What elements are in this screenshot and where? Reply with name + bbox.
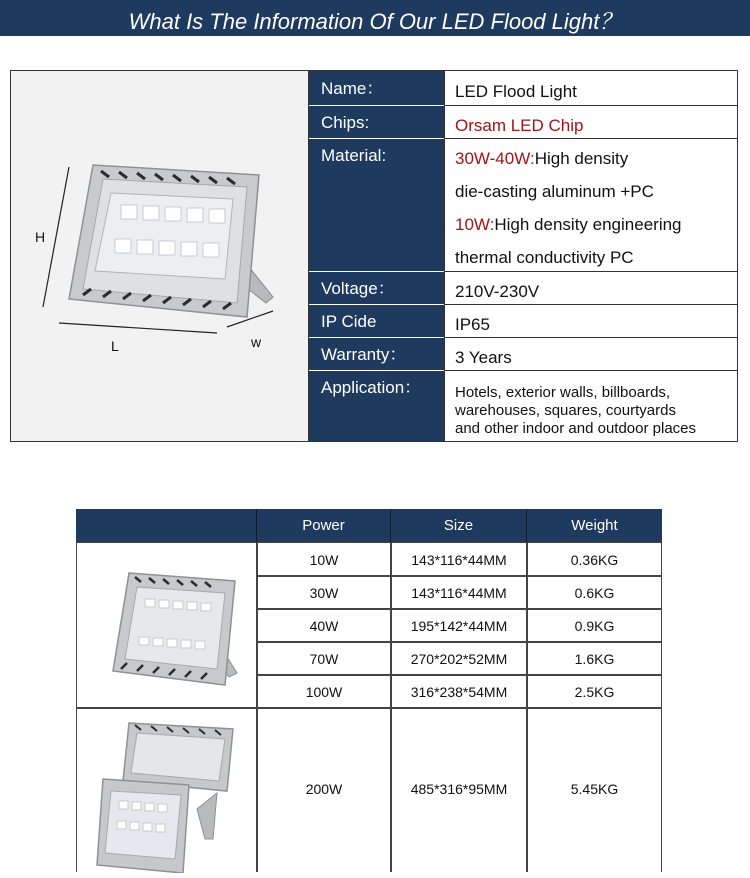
ip-rating-value: IP65 — [444, 305, 737, 338]
row-1-weight: 0.36KG — [527, 542, 662, 576]
material-30w-40w-desc: High density — [534, 149, 629, 168]
header-weight: Weight — [527, 509, 662, 542]
label-column — [309, 71, 444, 441]
material-value — [444, 139, 737, 272]
name-label: Name： — [309, 71, 444, 106]
material-line-2: die-casting aluminum +PC — [455, 182, 654, 201]
voltage-value: 210V-230V — [444, 272, 737, 305]
height-label: H — [35, 229, 46, 245]
application-line-1: Hotels, exterior walls, billboards, — [455, 384, 671, 401]
flood-light-dimension-drawing — [11, 71, 308, 441]
material-line-3 — [455, 208, 737, 241]
row-5-power: 100W — [257, 675, 391, 708]
product-dimension-photo — [11, 71, 309, 441]
row-1-size: 143*116*44MM — [391, 542, 527, 576]
double-flood-light-image — [77, 709, 256, 873]
application-value — [444, 371, 737, 441]
page-title: What Is The Information Of Our LED Flood Light？ — [128, 9, 622, 34]
row-6-weight: 5.45KG — [527, 708, 662, 872]
row-1-power: 10W — [257, 542, 391, 576]
application-line-2: warehouses, squares, courtyards — [455, 402, 676, 419]
row-5-size: 316*238*54MM — [391, 675, 527, 708]
header-size: Size — [391, 509, 527, 542]
material-line-1 — [455, 142, 737, 175]
chips-value: Orsam LED Chip — [444, 106, 737, 139]
flood-light-image — [77, 543, 256, 707]
value-column — [444, 71, 737, 441]
header-power: Power — [257, 509, 391, 542]
material-line-4: thermal conductivity PC — [455, 248, 634, 267]
warranty-value: 3 Years — [444, 338, 737, 371]
product-image-small — [76, 542, 257, 708]
material-label: Material: — [309, 139, 444, 272]
material-10w: 10W: — [455, 215, 495, 234]
product-info-table — [10, 70, 738, 442]
header-blank — [76, 509, 257, 542]
row-2-power: 30W — [257, 576, 391, 609]
warranty-label: Warranty： — [309, 338, 444, 371]
row-6-power: 200W — [257, 708, 391, 872]
ip-rating-label: IP Cide — [309, 305, 444, 338]
row-4-power: 70W — [257, 642, 391, 675]
application-label: Application： — [321, 378, 422, 397]
row-3-size: 195*142*44MM — [391, 609, 527, 642]
header-banner — [0, 0, 750, 36]
row-2-weight: 0.6KG — [527, 576, 662, 609]
name-value: LED Flood Light — [444, 71, 737, 106]
material-10w-desc: High density engineering — [494, 215, 682, 234]
material-30w-40w: 30W-40W: — [455, 149, 535, 168]
row-3-weight: 0.9KG — [527, 609, 662, 642]
product-image-large — [76, 708, 257, 872]
length-label: L — [111, 338, 119, 354]
chips-label: Chips: — [309, 106, 444, 139]
spec-table — [76, 509, 662, 872]
width-label: w — [251, 334, 262, 350]
row-4-size: 270*202*52MM — [391, 642, 527, 675]
application-line-3: and other indoor and outdoor places — [455, 420, 697, 437]
row-6-size: 485*316*95MM — [391, 708, 527, 872]
row-5-weight: 2.5KG — [527, 675, 662, 708]
row-3-power: 40W — [257, 609, 391, 642]
row-2-size: 143*116*44MM — [391, 576, 527, 609]
row-4-weight: 1.6KG — [527, 642, 662, 675]
voltage-label: Voltage： — [309, 272, 444, 305]
